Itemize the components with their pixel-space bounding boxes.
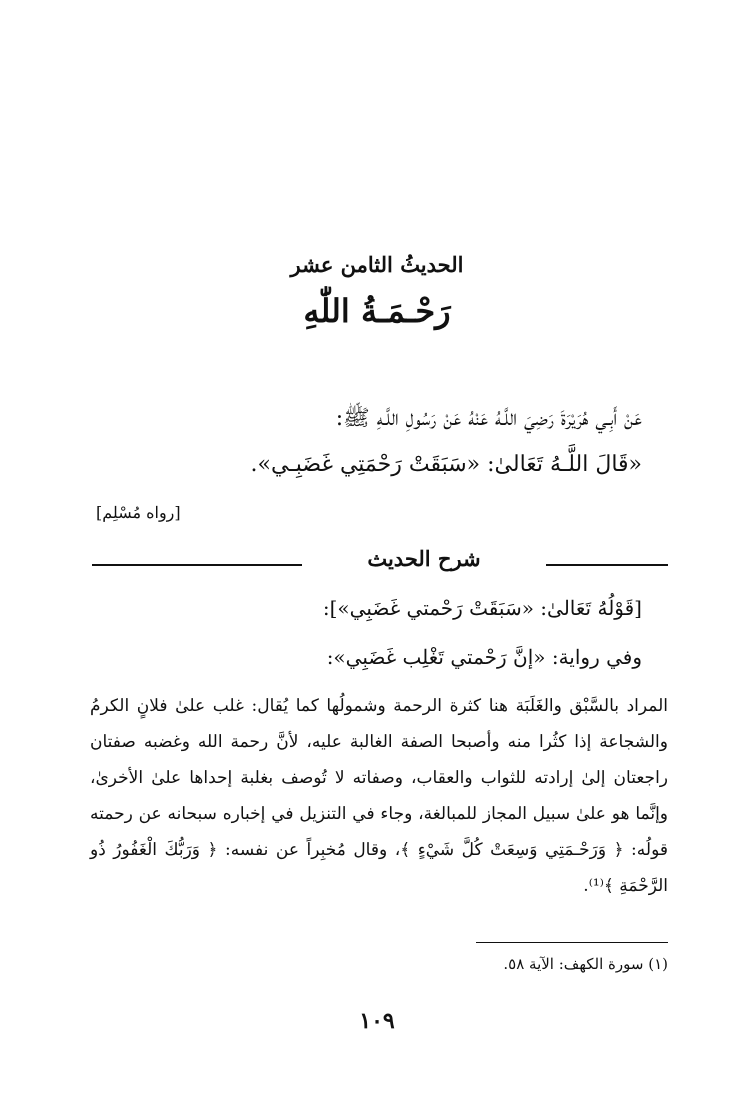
hadith-text-line-1: عَنْ أَبِـي هُرَيْرَةَ رَضِيَ اللَّـهُ عَنْهُ عَنْ رَسُولِ اللَّـهِ ﷺ: xyxy=(335,406,642,431)
footnote: (١) سورة الكهف: الآية ٥٨. xyxy=(503,955,668,973)
footnote-divider xyxy=(476,942,668,943)
chapter-title: رَحْـمَـةُ اللّٰهِ xyxy=(303,292,451,330)
commentary-body: المراد بالسَّبْق والغَلَبَة هنا كثرة الرحمة وشمولُها كما يُقال: غلب علىٰ فلانٍ الكرمُ والشجاعة إذا كثُرا منه وأصبحا الصفة الغالبة عليه، لأنَّ رحمة الله وغضبه صفتان راجعتان إلىٰ إرادته للثواب والعقاب، وصفاته لا تُوصف بغلبة إحداها علىٰ الأخرىٰ، وإنَّما هو علىٰ سبيل المجاز للمبالغة، وجاء في التنزيل في إخباره سبحانه عن رحمته قولُه: ﴿ وَرَحْـمَتِي وَسِعَتْ كُلَّ شَيْءٍ ﴾، وقال مُخبِراً عن نفسه: ﴿ وَرَبُّكَ الْغَفُورُ ذُو الرَّحْمَةِ ﴾⁽¹⁾. xyxy=(90,696,668,896)
commentary-quote-2: وفي رواية: «إنَّ رَحْمتي تَغْلِب غَضَبِي»: xyxy=(326,645,642,669)
commentary-quote-1: [قَوْلُهُ تَعَالىٰ: «سَبَقَتْ رَحْمتي غَضَبِي»]: xyxy=(322,596,642,620)
hadith-text-line-2: «قَالَ اللَّـهُ تَعَالىٰ: «سَبَقَتْ رَحْمَتِي غَضَبِـي». xyxy=(250,452,642,477)
hadith-source: [رواه مُسْلِم] xyxy=(96,503,181,522)
section-rule-right xyxy=(546,564,668,566)
page-number: ١٠٩ xyxy=(359,1008,395,1034)
chapter-number-heading: الحديثُ الثامن عشر xyxy=(290,252,464,277)
section-rule-left xyxy=(92,564,302,566)
section-title: شرح الحديث xyxy=(367,546,481,571)
section-header xyxy=(92,546,668,576)
